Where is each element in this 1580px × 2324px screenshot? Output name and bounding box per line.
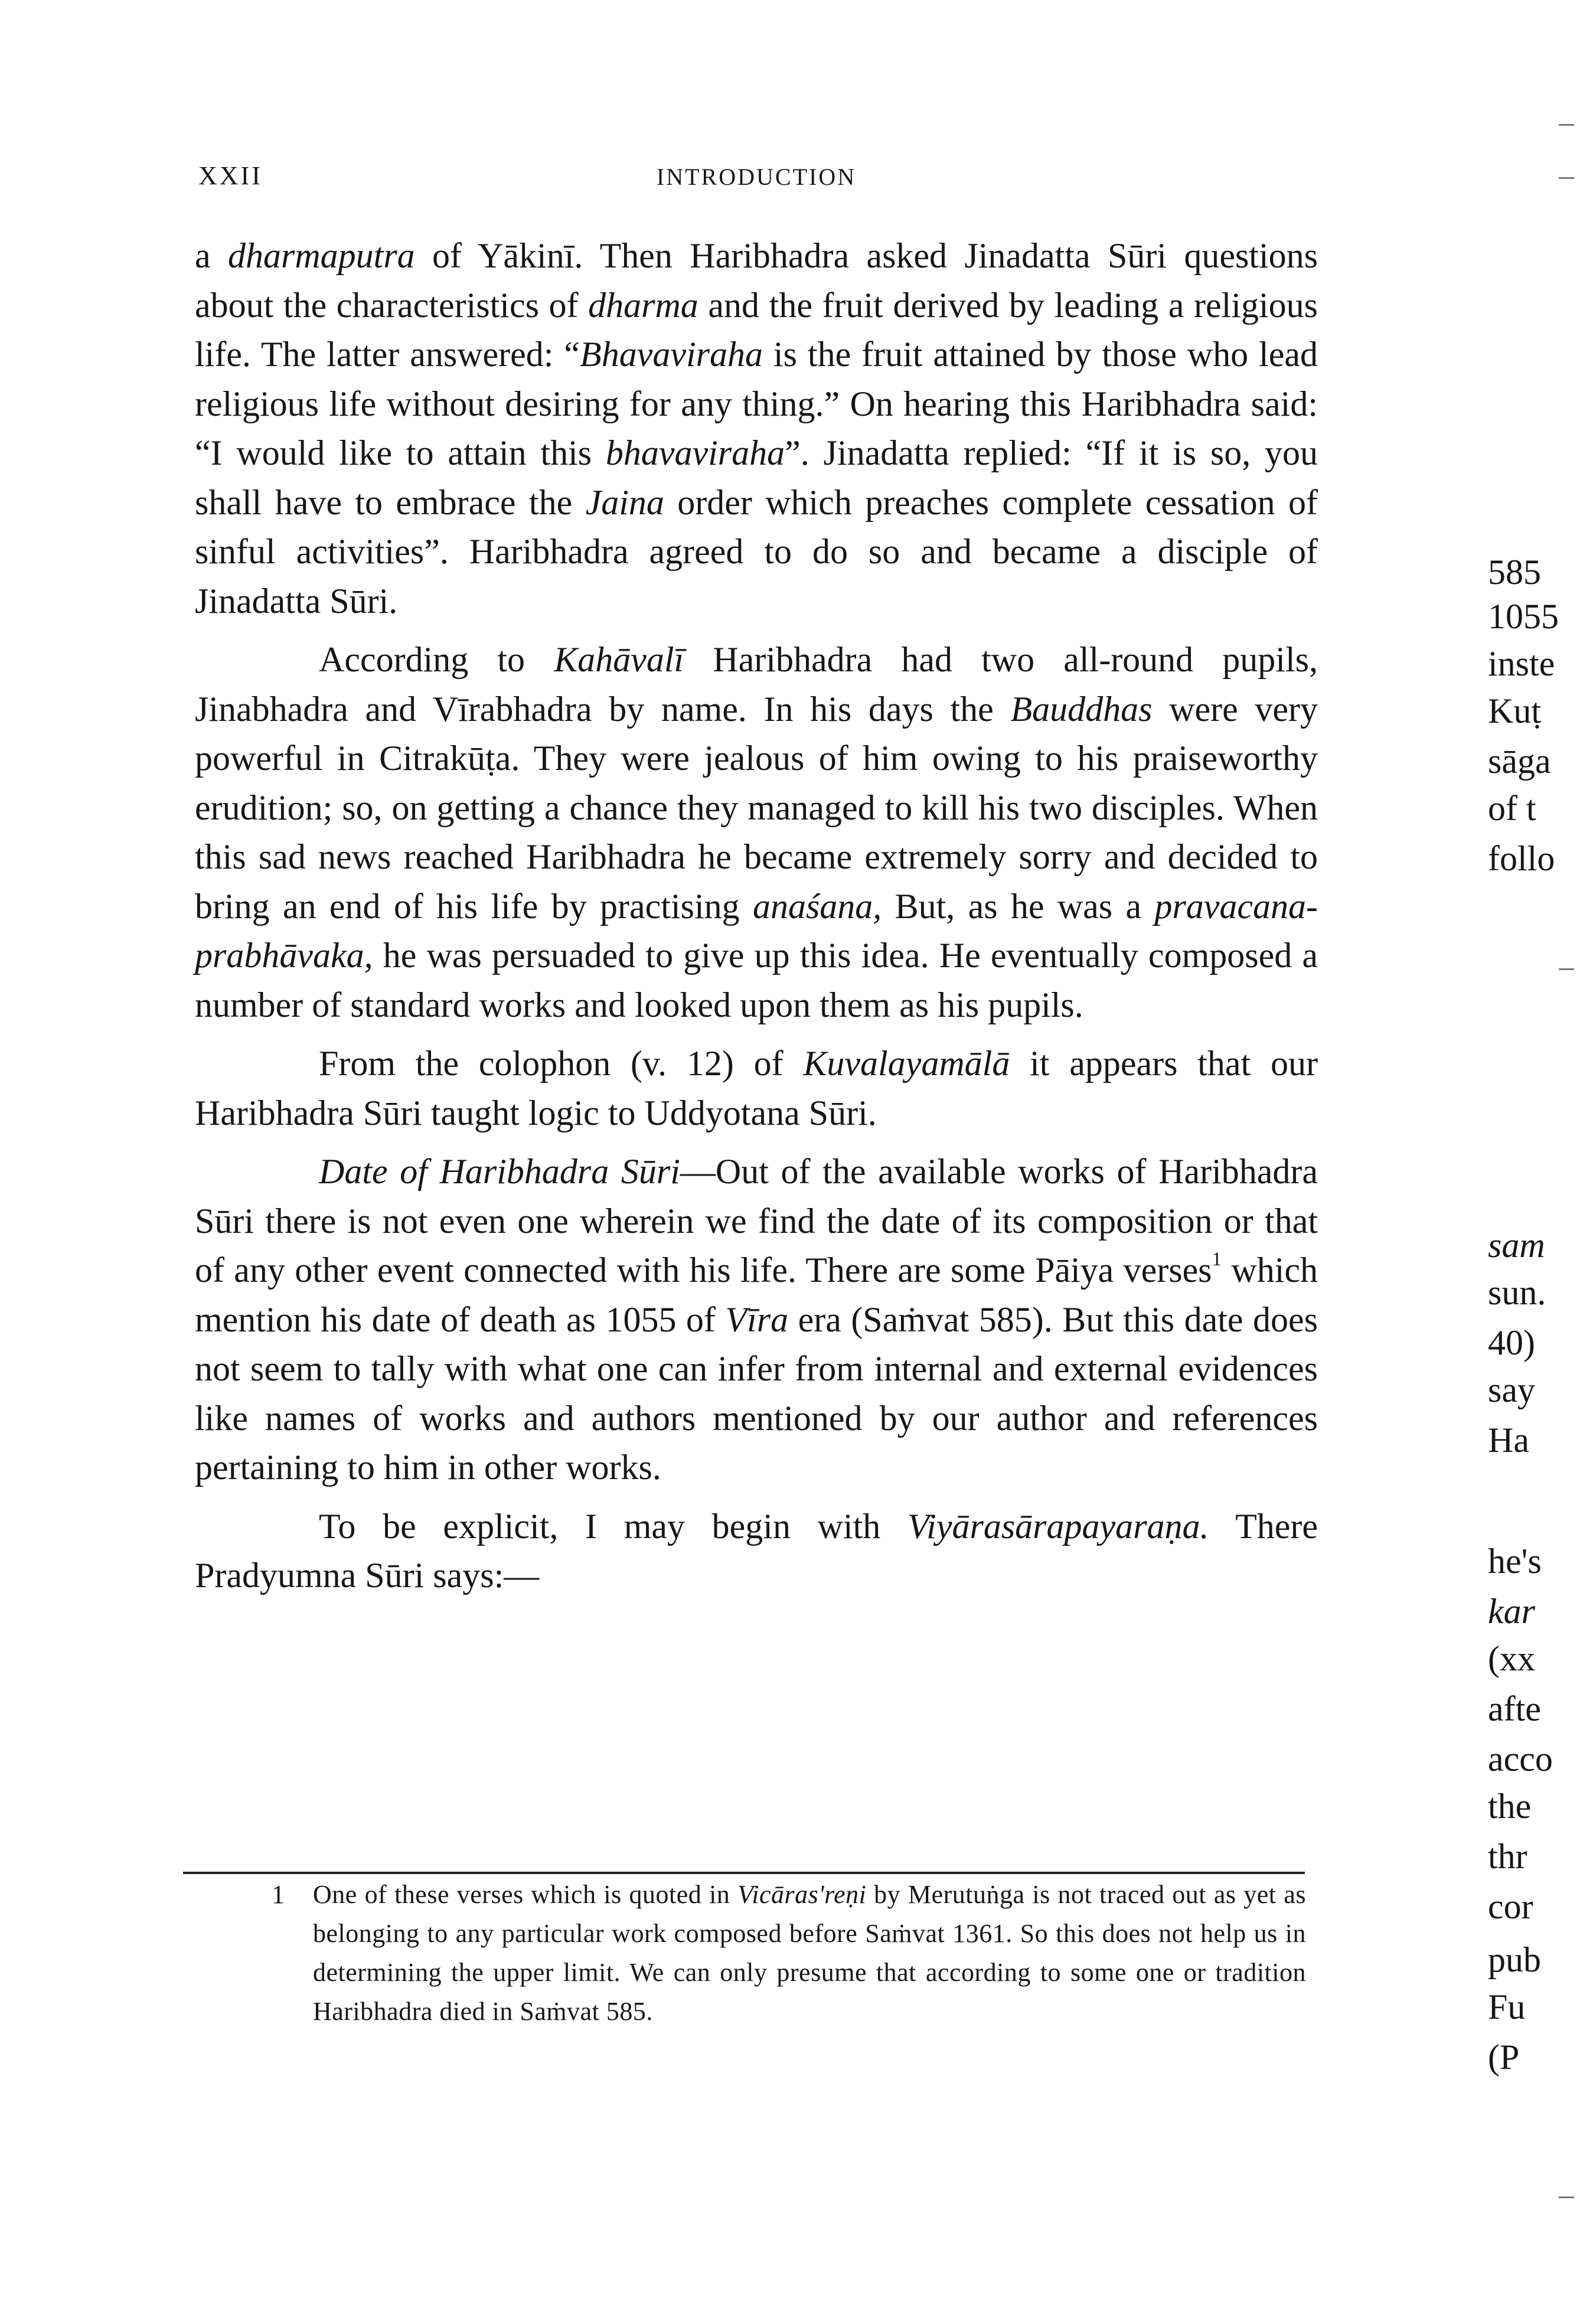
italic-term: Viyārasārapayaraṇa. xyxy=(907,1506,1209,1546)
italic-term: Kahāvalī xyxy=(554,640,684,679)
italic-term: anaśana, xyxy=(752,886,882,926)
text-run: According to xyxy=(319,640,554,679)
text-run: Haribhadra had two all-round pupils, Jinabhadra and Vīrabhadra by name. In his days the xyxy=(195,640,1318,729)
edge-mark xyxy=(1559,968,1574,970)
margin-fragment: Ha xyxy=(1488,1421,1529,1460)
footnote-ref: 1 xyxy=(1212,1249,1222,1271)
margin-fragment: pub xyxy=(1488,1940,1541,1979)
margin-fragment: 1055 xyxy=(1488,597,1559,636)
text-run: it appears that our Haribhadra Sūri taught logic to Uddyotana Sūri. xyxy=(195,1044,1318,1132)
paragraph xyxy=(195,231,1318,626)
footnote xyxy=(272,1875,1306,2031)
margin-fragment: sāga xyxy=(1488,742,1551,781)
margin-fragment: kar xyxy=(1488,1592,1535,1631)
edge-mark xyxy=(1559,2196,1574,2198)
text-run: of Yākinī. Then Haribhadra asked Jinadatta Sūri questions about the characteristics of xyxy=(195,236,1318,325)
italic-term: Date of Haribhadra Sūri xyxy=(319,1152,680,1191)
italic-term: Jaina xyxy=(585,482,664,522)
italic-term: pravacana-prabhāvaka, xyxy=(195,886,1318,975)
italic-term: dharmaputra xyxy=(227,236,415,275)
italic-term: Bhavaviraha xyxy=(580,335,763,374)
italic-term: Bauddhas xyxy=(1010,689,1153,729)
margin-fragment: inste xyxy=(1488,644,1555,683)
running-head xyxy=(198,161,1314,202)
text-run: From the colophon (v. 12) of xyxy=(319,1044,804,1083)
italic-term: Kuvalayamālā xyxy=(803,1044,1010,1083)
italic-term: dharma xyxy=(588,285,698,325)
margin-fragment: Fu xyxy=(1488,1987,1526,2026)
margin-fragment: 585 xyxy=(1488,553,1541,592)
edge-mark xyxy=(1559,177,1574,179)
paragraph xyxy=(195,1147,1318,1493)
body-text xyxy=(195,231,1318,1601)
text-run: a xyxy=(195,236,228,275)
text-run: by Merutuṅga is not traced out as yet as belonging to any particular work composed before Saṁvat 1361. So this does not help us in determining the upper limit. We can only presume that according to some one or tradition Haribhadra died in Saṁvat 585. xyxy=(313,1880,1306,2026)
margin-fragment: afte xyxy=(1488,1689,1541,1728)
text-run: To be explicit, I may begin with xyxy=(319,1506,907,1546)
footnote-rule xyxy=(183,1872,1305,1874)
margin-fragment: say xyxy=(1488,1370,1535,1409)
margin-fragment: the xyxy=(1488,1787,1532,1826)
text-run: ”. Jinadatta replied: “If it is so, you shall have to embrace the xyxy=(195,433,1318,522)
text-run: era (Saṁvat 585). But this date does not seem to tally with what one can infer from internal and external evidences like names of works and authors mentioned by our author and references pertaining to him in other works. xyxy=(195,1300,1318,1487)
margin-fragment: of t xyxy=(1488,789,1536,828)
text-run: which mention his date of death as 1055 of xyxy=(195,1251,1318,1339)
margin-fragment: (P xyxy=(1488,2038,1520,2077)
text-run: One of these verses which is quoted in xyxy=(313,1880,738,1909)
italic-term: bhavaviraha xyxy=(605,433,785,472)
text-run: and the fruit derived by leading a religious life. The latter answered: “ xyxy=(195,285,1318,374)
margin-fragment: sam xyxy=(1488,1226,1545,1265)
margin-fragment: acco xyxy=(1488,1739,1553,1778)
italic-term: Vicāras'reṇi xyxy=(737,1880,867,1909)
adjacent-page-margin xyxy=(1464,0,1580,2324)
text-run: But, as he was a xyxy=(882,886,1155,926)
text-run: There Pradyumna Sūri says:— xyxy=(195,1506,1318,1595)
running-title: INTRODUCTION xyxy=(656,164,857,190)
footnote-number: 1 xyxy=(272,1880,285,1909)
paragraph xyxy=(195,1502,1318,1601)
italic-term: Vīra xyxy=(725,1300,789,1339)
text-run: were very powerful in Citrakūṭa. They were jealous of him owing to his praiseworthy erudition; so, on getting a chance they managed to kill his two disciples. When this sad news reached Haribhadra he became extremely sorry and decided to bring an end of his life by practising xyxy=(195,689,1318,926)
footnote-text xyxy=(313,1875,1306,2031)
margin-fragment: follo xyxy=(1488,839,1555,878)
margin-fragment: sun. xyxy=(1488,1273,1546,1312)
margin-fragment: (xx xyxy=(1488,1639,1535,1678)
paragraph xyxy=(195,1039,1318,1138)
text-run: he was persuaded to give up this idea. He eventually composed a number of standard works and looked upon them as his pupils. xyxy=(195,936,1318,1024)
page-number: XXII xyxy=(198,161,263,190)
paragraph xyxy=(195,635,1318,1030)
margin-fragment: he's xyxy=(1488,1542,1542,1581)
text-run: —Out of the available works of Haribhadra Sūri there is not even one wherein we find the date of its composition or that of any other event connected with his life. There are some Pāiya verses xyxy=(195,1152,1318,1290)
edge-mark xyxy=(1559,124,1574,126)
margin-fragment: cor xyxy=(1488,1887,1533,1926)
margin-fragment: 40) xyxy=(1488,1323,1535,1362)
margin-fragment: thr xyxy=(1488,1837,1527,1876)
text-run: order which preaches complete cessation of sinful activities”. Haribhadra agreed to do so and became a disciple of Jinadatta Sūri. xyxy=(195,482,1318,621)
margin-fragment: Kuṭ xyxy=(1488,691,1541,730)
text-run: is the fruit attained by those who lead religious life without desiring for any thing.” On hearing this Haribhadra said: “I would like to attain this xyxy=(195,335,1318,472)
